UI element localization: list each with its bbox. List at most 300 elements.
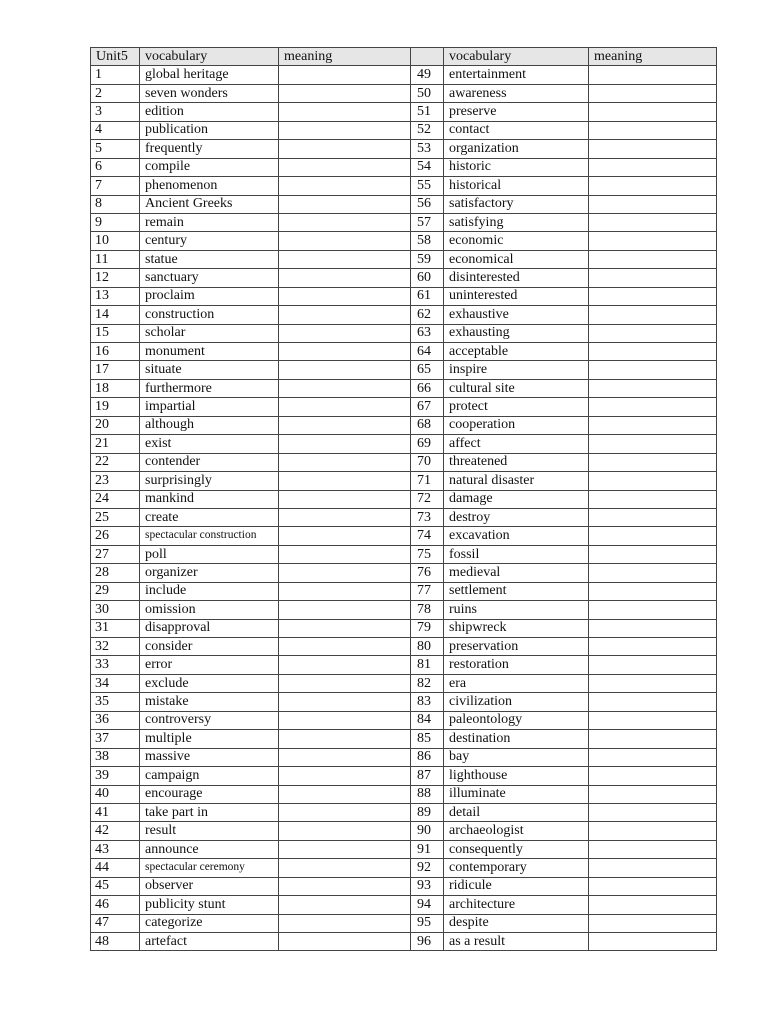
table-row: [91, 435, 717, 453]
vocabulary-word-left: publicity stunt: [140, 896, 279, 914]
vocabulary-word-left: construction: [140, 306, 279, 324]
item-number-right: 58: [411, 232, 444, 250]
vocabulary-word-right: preservation: [444, 638, 589, 656]
table-row: [91, 711, 717, 729]
item-number-left: 39: [91, 767, 140, 785]
meaning-cell-right[interactable]: [589, 398, 717, 416]
vocabulary-word-right: destroy: [444, 508, 589, 526]
table-row: [91, 896, 717, 914]
vocabulary-word-right: affect: [444, 435, 589, 453]
meaning-cell-right[interactable]: [589, 343, 717, 361]
vocabulary-word-left: proclaim: [140, 287, 279, 305]
meaning-cell-right[interactable]: [589, 250, 717, 268]
item-number-right: 57: [411, 213, 444, 231]
table-row: [91, 693, 717, 711]
item-number-left: 1: [91, 66, 140, 84]
item-number-left: 9: [91, 213, 140, 231]
vocabulary-word-right: architecture: [444, 896, 589, 914]
item-number-left: 8: [91, 195, 140, 213]
item-number-left: 10: [91, 232, 140, 250]
item-number-left: 37: [91, 730, 140, 748]
meaning-cell-left[interactable]: [279, 914, 411, 932]
table-row: [91, 638, 717, 656]
vocabulary-word-left: frequently: [140, 140, 279, 158]
table-row: [91, 343, 717, 361]
meaning-cell-right[interactable]: [589, 748, 717, 766]
table-row: [91, 213, 717, 231]
meaning-cell-right[interactable]: [589, 711, 717, 729]
vocabulary-word-right: as a result: [444, 933, 589, 951]
meaning-cell-left[interactable]: [279, 748, 411, 766]
vocabulary-word-right: lighthouse: [444, 767, 589, 785]
meaning-cell-left[interactable]: [279, 84, 411, 102]
table-row: [91, 601, 717, 619]
vocabulary-word-right: contact: [444, 121, 589, 139]
meaning-cell-left[interactable]: [279, 213, 411, 231]
meaning-cell-left[interactable]: [279, 933, 411, 951]
vocabulary-word-left: mankind: [140, 490, 279, 508]
meaning-cell-right[interactable]: [589, 84, 717, 102]
meaning-cell-right[interactable]: [589, 767, 717, 785]
item-number-left: 36: [91, 711, 140, 729]
item-number-left: 32: [91, 638, 140, 656]
item-number-right: 90: [411, 822, 444, 840]
table-row: [91, 306, 717, 324]
meaning-cell-left[interactable]: [279, 140, 411, 158]
item-number-left: 23: [91, 472, 140, 490]
meaning-cell-right[interactable]: [589, 177, 717, 195]
item-number-left: 44: [91, 859, 140, 877]
item-number-right: 89: [411, 803, 444, 821]
meaning-cell-left[interactable]: [279, 582, 411, 600]
item-number-right: 52: [411, 121, 444, 139]
item-number-right: 80: [411, 638, 444, 656]
table-row: [91, 140, 717, 158]
item-number-right: 77: [411, 582, 444, 600]
vocabulary-word-right: medieval: [444, 564, 589, 582]
item-number-right: 54: [411, 158, 444, 176]
item-number-left: 6: [91, 158, 140, 176]
item-number-left: 13: [91, 287, 140, 305]
vocabulary-word-right: settlement: [444, 582, 589, 600]
meaning-cell-right[interactable]: [589, 453, 717, 471]
meaning-cell-right[interactable]: [589, 693, 717, 711]
meaning-cell-left[interactable]: [279, 638, 411, 656]
item-number-right: 85: [411, 730, 444, 748]
vocabulary-word-right: cooperation: [444, 416, 589, 434]
vocabulary-word-left: sanctuary: [140, 269, 279, 287]
meaning-cell-left[interactable]: [279, 711, 411, 729]
item-number-right: 70: [411, 453, 444, 471]
vocabulary-word-right: archaeologist: [444, 822, 589, 840]
table-row: [91, 177, 717, 195]
vocabulary-word-left: create: [140, 508, 279, 526]
table-row: [91, 785, 717, 803]
meaning-cell-right[interactable]: [589, 730, 717, 748]
vocabulary-word-right: economical: [444, 250, 589, 268]
item-number-left: 7: [91, 177, 140, 195]
meaning-cell-left[interactable]: [279, 564, 411, 582]
meaning-cell-right[interactable]: [589, 582, 717, 600]
meaning-cell-left[interactable]: [279, 379, 411, 397]
item-number-right: 95: [411, 914, 444, 932]
vocabulary-word-left: campaign: [140, 767, 279, 785]
item-number-left: 38: [91, 748, 140, 766]
vocabulary-word-left: omission: [140, 601, 279, 619]
vocabulary-word-left: publication: [140, 121, 279, 139]
meaning-cell-right[interactable]: [589, 213, 717, 231]
item-number-left: 46: [91, 896, 140, 914]
vocabulary-word-right: exhausting: [444, 324, 589, 342]
item-number-left: 45: [91, 877, 140, 895]
meaning-cell-left[interactable]: [279, 619, 411, 637]
meaning-cell-right[interactable]: [589, 416, 717, 434]
item-number-right: 65: [411, 361, 444, 379]
table-row: [91, 656, 717, 674]
item-number-right: 75: [411, 545, 444, 563]
meaning-cell-right[interactable]: [589, 674, 717, 692]
vocabulary-word-right: fossil: [444, 545, 589, 563]
meaning-cell-right[interactable]: [589, 508, 717, 526]
vocabulary-word-left: scholar: [140, 324, 279, 342]
item-number-left: 24: [91, 490, 140, 508]
item-number-left: 27: [91, 545, 140, 563]
vocabulary-word-right: protect: [444, 398, 589, 416]
table-row: [91, 472, 717, 490]
meaning-cell-left[interactable]: [279, 840, 411, 858]
meaning-cell-left[interactable]: [279, 822, 411, 840]
table-row: [91, 822, 717, 840]
table-row: [91, 84, 717, 102]
table-row: [91, 269, 717, 287]
vocabulary-word-right: exhaustive: [444, 306, 589, 324]
meaning-cell-left[interactable]: [279, 601, 411, 619]
item-number-right: 61: [411, 287, 444, 305]
item-number-right: 64: [411, 343, 444, 361]
meaning-cell-left[interactable]: [279, 545, 411, 563]
vocabulary-word-left: consider: [140, 638, 279, 656]
table-row: [91, 748, 717, 766]
item-number-left: 4: [91, 121, 140, 139]
item-number-left: 12: [91, 269, 140, 287]
item-number-left: 41: [91, 803, 140, 821]
item-number-right: 60: [411, 269, 444, 287]
vocabulary-word-right: entertainment: [444, 66, 589, 84]
meaning-cell-left[interactable]: [279, 674, 411, 692]
item-number-left: 28: [91, 564, 140, 582]
item-number-right: 94: [411, 896, 444, 914]
meaning-cell-right[interactable]: [589, 914, 717, 932]
item-number-left: 16: [91, 343, 140, 361]
item-number-right: 74: [411, 527, 444, 545]
meaning-cell-right[interactable]: [589, 306, 717, 324]
item-number-right: 56: [411, 195, 444, 213]
meaning-cell-left[interactable]: [279, 767, 411, 785]
table-row: [91, 121, 717, 139]
meaning-header-left: meaning: [279, 48, 411, 66]
item-number-left: 22: [91, 453, 140, 471]
meaning-cell-right[interactable]: [589, 195, 717, 213]
vocabulary-word-left: include: [140, 582, 279, 600]
table-row: [91, 877, 717, 895]
vocabulary-word-right: despite: [444, 914, 589, 932]
item-number-left: 20: [91, 416, 140, 434]
vocabulary-word-left: multiple: [140, 730, 279, 748]
meaning-cell-right[interactable]: [589, 527, 717, 545]
meaning-cell-left[interactable]: [279, 398, 411, 416]
item-number-left: 17: [91, 361, 140, 379]
vocabulary-word-left: exclude: [140, 674, 279, 692]
vocabulary-word-left: result: [140, 822, 279, 840]
table-row: [91, 619, 717, 637]
meaning-cell-left[interactable]: [279, 416, 411, 434]
item-number-left: 3: [91, 103, 140, 121]
item-number-right: 82: [411, 674, 444, 692]
table-row: [91, 933, 717, 951]
vocabulary-header-right: vocabulary: [444, 48, 589, 66]
meaning-cell-right[interactable]: [589, 619, 717, 637]
meaning-cell-right[interactable]: [589, 840, 717, 858]
item-number-right: 71: [411, 472, 444, 490]
table-row: [91, 803, 717, 821]
meaning-cell-left[interactable]: [279, 287, 411, 305]
item-number-left: 5: [91, 140, 140, 158]
vocabulary-word-left: categorize: [140, 914, 279, 932]
meaning-cell-left[interactable]: [279, 306, 411, 324]
vocabulary-word-left: global heritage: [140, 66, 279, 84]
vocabulary-word-right: consequently: [444, 840, 589, 858]
table-row: [91, 914, 717, 932]
item-number-right: 68: [411, 416, 444, 434]
meaning-cell-right[interactable]: [589, 324, 717, 342]
table-row: [91, 398, 717, 416]
meaning-cell-left[interactable]: [279, 343, 411, 361]
table-row: [91, 416, 717, 434]
table-row: [91, 232, 717, 250]
table-row: [91, 453, 717, 471]
meaning-cell-right[interactable]: [589, 435, 717, 453]
vocabulary-word-left: statue: [140, 250, 279, 268]
vocabulary-word-right: threatened: [444, 453, 589, 471]
meaning-cell-right[interactable]: [589, 269, 717, 287]
item-number-left: 15: [91, 324, 140, 342]
vocabulary-word-left: organizer: [140, 564, 279, 582]
table-row: [91, 545, 717, 563]
vocabulary-word-right: uninterested: [444, 287, 589, 305]
meaning-cell-left[interactable]: [279, 324, 411, 342]
table-row: [91, 508, 717, 526]
header-row: [91, 48, 717, 66]
meaning-cell-left[interactable]: [279, 896, 411, 914]
vocabulary-word-right: ridicule: [444, 877, 589, 895]
table-row: [91, 379, 717, 397]
vocabulary-word-left: remain: [140, 213, 279, 231]
table-row: [91, 582, 717, 600]
item-number-left: 34: [91, 674, 140, 692]
vocabulary-word-left: seven wonders: [140, 84, 279, 102]
table-row: [91, 66, 717, 84]
meaning-cell-left[interactable]: [279, 435, 411, 453]
meaning-cell-right[interactable]: [589, 121, 717, 139]
item-number-right: 83: [411, 693, 444, 711]
meaning-cell-left[interactable]: [279, 472, 411, 490]
table-row: [91, 527, 717, 545]
vocabulary-word-left: monument: [140, 343, 279, 361]
item-number-left: 47: [91, 914, 140, 932]
vocabulary-word-right: era: [444, 674, 589, 692]
table-row: [91, 195, 717, 213]
meaning-cell-left[interactable]: [279, 158, 411, 176]
vocabulary-word-right: cultural site: [444, 379, 589, 397]
item-number-right: 55: [411, 177, 444, 195]
vocabulary-word-right: shipwreck: [444, 619, 589, 637]
meaning-cell-left[interactable]: [279, 508, 411, 526]
table-row: [91, 730, 717, 748]
item-number-right: 92: [411, 859, 444, 877]
vocabulary-word-right: excavation: [444, 527, 589, 545]
meaning-cell-left[interactable]: [279, 527, 411, 545]
meaning-cell-right[interactable]: [589, 490, 717, 508]
meaning-cell-right[interactable]: [589, 803, 717, 821]
meaning-cell-left[interactable]: [279, 859, 411, 877]
meaning-cell-left[interactable]: [279, 656, 411, 674]
meaning-cell-left[interactable]: [279, 269, 411, 287]
meaning-cell-right[interactable]: [589, 232, 717, 250]
vocabulary-word-left: poll: [140, 545, 279, 563]
meaning-cell-left[interactable]: [279, 195, 411, 213]
item-number-right: 62: [411, 306, 444, 324]
vocabulary-word-left: Ancient Greeks: [140, 195, 279, 213]
meaning-cell-left[interactable]: [279, 803, 411, 821]
vocabulary-word-left: edition: [140, 103, 279, 121]
number-header-right: [411, 48, 444, 66]
table-row: [91, 490, 717, 508]
meaning-cell-right[interactable]: [589, 822, 717, 840]
meaning-cell-right[interactable]: [589, 361, 717, 379]
meaning-cell-left[interactable]: [279, 250, 411, 268]
item-number-left: 30: [91, 601, 140, 619]
meaning-cell-right[interactable]: [589, 158, 717, 176]
meaning-cell-right[interactable]: [589, 472, 717, 490]
table-row: [91, 767, 717, 785]
table-row: [91, 158, 717, 176]
meaning-cell-right[interactable]: [589, 896, 717, 914]
item-number-right: 69: [411, 435, 444, 453]
vocabulary-word-right: inspire: [444, 361, 589, 379]
table-row: [91, 287, 717, 305]
vocabulary-word-left: artefact: [140, 933, 279, 951]
item-number-right: 50: [411, 84, 444, 102]
vocabulary-word-left: controversy: [140, 711, 279, 729]
meaning-cell-right[interactable]: [589, 933, 717, 951]
table-row: [91, 103, 717, 121]
item-number-left: 2: [91, 84, 140, 102]
item-number-left: 40: [91, 785, 140, 803]
vocabulary-table: [90, 47, 717, 951]
table-row: [91, 840, 717, 858]
vocabulary-word-right: ruins: [444, 601, 589, 619]
vocabulary-word-left: exist: [140, 435, 279, 453]
meaning-cell-right[interactable]: [589, 638, 717, 656]
vocabulary-word-left: disapproval: [140, 619, 279, 637]
meaning-cell-left[interactable]: [279, 785, 411, 803]
item-number-right: 63: [411, 324, 444, 342]
meaning-cell-left[interactable]: [279, 103, 411, 121]
meaning-cell-right[interactable]: [589, 66, 717, 84]
meaning-cell-left[interactable]: [279, 66, 411, 84]
vocabulary-word-right: bay: [444, 748, 589, 766]
vocabulary-word-left: phenomenon: [140, 177, 279, 195]
vocabulary-word-left: impartial: [140, 398, 279, 416]
meaning-cell-right[interactable]: [589, 656, 717, 674]
meaning-cell-right[interactable]: [589, 287, 717, 305]
meaning-cell-left[interactable]: [279, 693, 411, 711]
meaning-cell-left[interactable]: [279, 877, 411, 895]
meaning-cell-left[interactable]: [279, 490, 411, 508]
item-number-right: 88: [411, 785, 444, 803]
item-number-left: 19: [91, 398, 140, 416]
meaning-cell-right[interactable]: [589, 785, 717, 803]
meaning-cell-right[interactable]: [589, 379, 717, 397]
vocabulary-word-left: century: [140, 232, 279, 250]
vocabulary-word-right: economic: [444, 232, 589, 250]
meaning-cell-right[interactable]: [589, 877, 717, 895]
item-number-right: 86: [411, 748, 444, 766]
item-number-right: 59: [411, 250, 444, 268]
meaning-cell-right[interactable]: [589, 140, 717, 158]
meaning-cell-left[interactable]: [279, 453, 411, 471]
item-number-left: 42: [91, 822, 140, 840]
meaning-cell-right[interactable]: [589, 564, 717, 582]
vocabulary-word-left: surprisingly: [140, 472, 279, 490]
meaning-cell-right[interactable]: [589, 859, 717, 877]
meaning-header-right: meaning: [589, 48, 717, 66]
item-number-left: 35: [91, 693, 140, 711]
table-row: [91, 859, 717, 877]
item-number-left: 33: [91, 656, 140, 674]
vocabulary-word-left: error: [140, 656, 279, 674]
meaning-cell-left[interactable]: [279, 361, 411, 379]
vocabulary-word-right: organization: [444, 140, 589, 158]
item-number-right: 73: [411, 508, 444, 526]
meaning-cell-right[interactable]: [589, 545, 717, 563]
meaning-cell-left[interactable]: [279, 232, 411, 250]
item-number-left: 25: [91, 508, 140, 526]
table-row: [91, 361, 717, 379]
meaning-cell-left[interactable]: [279, 177, 411, 195]
unit-header: Unit5: [91, 48, 140, 66]
vocabulary-word-right: paleontology: [444, 711, 589, 729]
vocabulary-word-left: take part in: [140, 803, 279, 821]
vocabulary-word-right: awareness: [444, 84, 589, 102]
vocabulary-word-left: although: [140, 416, 279, 434]
vocabulary-word-left: spectacular ceremony: [140, 859, 279, 877]
item-number-left: 26: [91, 527, 140, 545]
meaning-cell-left[interactable]: [279, 730, 411, 748]
meaning-cell-left[interactable]: [279, 121, 411, 139]
meaning-cell-right[interactable]: [589, 103, 717, 121]
vocabulary-word-right: satisfying: [444, 213, 589, 231]
item-number-right: 76: [411, 564, 444, 582]
item-number-right: 51: [411, 103, 444, 121]
item-number-left: 18: [91, 379, 140, 397]
table-row: [91, 564, 717, 582]
vocabulary-word-right: contemporary: [444, 859, 589, 877]
item-number-right: 84: [411, 711, 444, 729]
item-number-right: 81: [411, 656, 444, 674]
item-number-left: 11: [91, 250, 140, 268]
meaning-cell-right[interactable]: [589, 601, 717, 619]
